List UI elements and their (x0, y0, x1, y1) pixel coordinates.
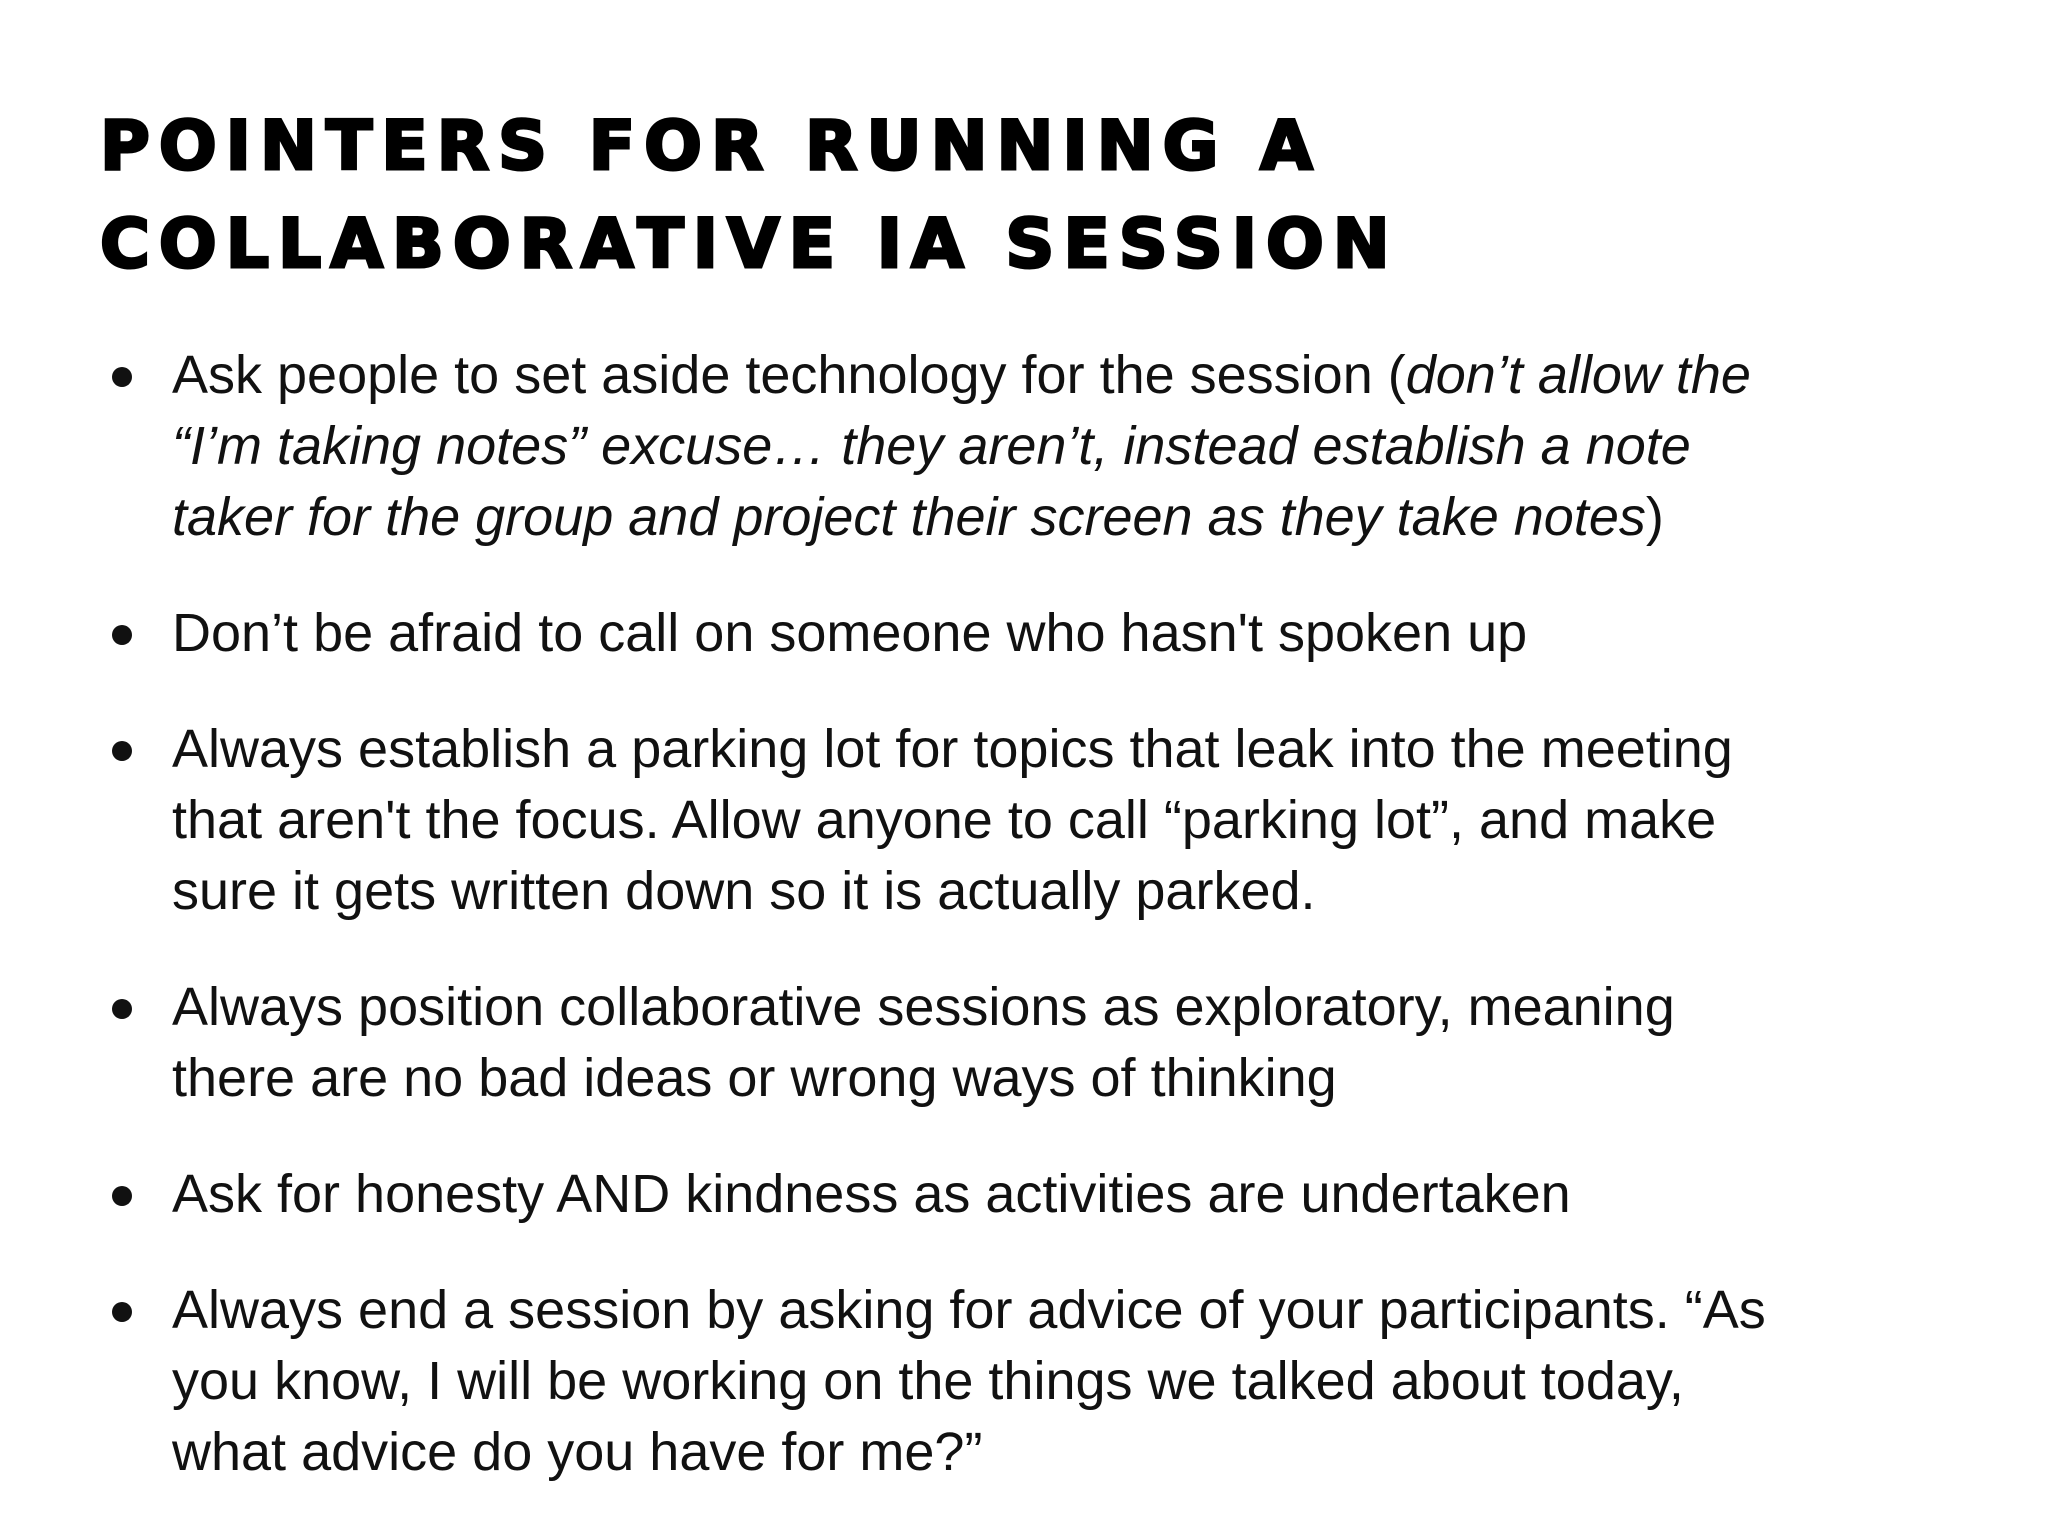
bullet-text: that aren't the focus. Allow anyone to call “parking lot”, and make (172, 790, 1717, 850)
bullet-text: ) (1645, 487, 1664, 547)
bullet-line (172, 1043, 1930, 1114)
slide-title-line: POINTERS FOR RUNNING A (100, 107, 1322, 186)
bullet-line (172, 1346, 1930, 1417)
bullet-line (172, 482, 1930, 553)
bullet-line (172, 340, 1930, 411)
bullet-text: what advice do you have for me?” (172, 1422, 983, 1482)
bullet-line (172, 1159, 1930, 1230)
bullet-text: Always end a session by asking for advice of your participants. “As (172, 1280, 1766, 1340)
italic-text: “I’m taking notes” excuse… they aren’t, instead establish a note (172, 416, 1691, 476)
bullet-line (172, 785, 1930, 856)
bullet-line (172, 714, 1930, 785)
bullet-text: there are no bad ideas or wrong ways of thinking (172, 1048, 1337, 1108)
bullet-text: Ask people to set aside technology for the session ( (172, 345, 1406, 405)
italic-text: don’t allow the (1405, 345, 1751, 405)
bullet-item (100, 1275, 1930, 1488)
bullet-item (100, 598, 1930, 669)
bullet-line (172, 598, 1930, 669)
bullet-text: Don’t be afraid to call on someone who hasn't spoken up (172, 603, 1528, 663)
bullet-text: Always establish a parking lot for topics that leak into the meeting (172, 719, 1733, 779)
bullet-text: Always position collaborative sessions as exploratory, meaning (172, 977, 1675, 1037)
bullet-line (172, 856, 1930, 927)
slide-title-line: COLLABORATIVE IA SESSION (100, 205, 1399, 284)
bullet-line (172, 1417, 1930, 1488)
bullet-line (172, 972, 1930, 1043)
bullet-text: sure it gets written down so it is actually parked. (172, 861, 1316, 921)
bullet-item (100, 1159, 1930, 1230)
bullet-item (100, 340, 1930, 553)
bullet-line (172, 1275, 1930, 1346)
bullet-text: Ask for honesty AND kindness as activities are undertaken (172, 1164, 1571, 1224)
bullet-text: you know, I will be working on the things we talked about today, (172, 1351, 1684, 1411)
bullet-list (100, 340, 1930, 1488)
bullet-item (100, 714, 1930, 927)
slide-title (100, 98, 1800, 294)
bullet-line (172, 411, 1930, 482)
italic-text: taker for the group and project their screen as they take notes (172, 487, 1646, 547)
bullet-item (100, 972, 1930, 1114)
